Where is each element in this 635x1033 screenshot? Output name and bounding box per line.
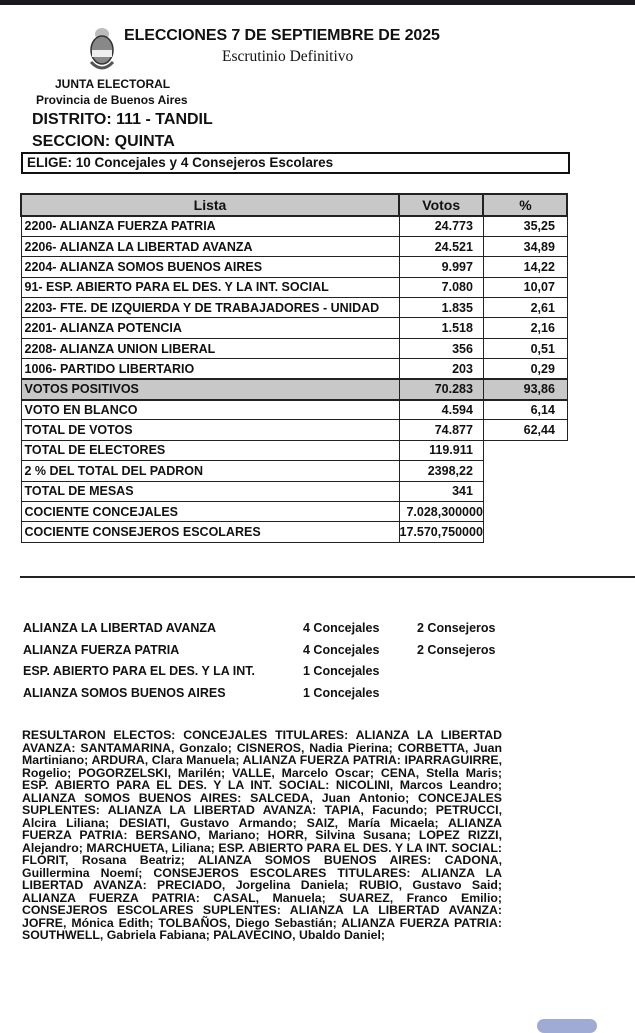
total-de-votos-row <box>21 420 567 440</box>
table-row <box>21 359 567 379</box>
row-label: VOTOS POSITIVOS <box>21 379 399 399</box>
summary-value: 17.570,750000 <box>399 522 483 542</box>
row-label: VOTO EN BLANCO <box>21 400 399 420</box>
votos-cell: 9.997 <box>399 257 483 277</box>
pct-cell: 14,22 <box>483 257 567 277</box>
summary-row <box>21 501 567 521</box>
col-header-pct: % <box>483 194 567 216</box>
elige-box: ELIGE: 10 Concejales y 4 Consejeros Escolares <box>21 152 570 174</box>
concejales-count: 1 Concejales <box>303 664 380 678</box>
table-row <box>21 257 567 277</box>
pct-cell: 0,29 <box>483 359 567 379</box>
consejeros-count: 2 Consejeros <box>417 621 496 635</box>
votos-cell: 7.080 <box>399 277 483 297</box>
summary-label: 2 % DEL TOTAL DEL PADRON <box>21 461 399 481</box>
party-name: ALIANZA FUERZA PATRIA <box>23 642 180 657</box>
pct-cell: 34,89 <box>483 236 567 256</box>
table-row <box>21 318 567 338</box>
table-row <box>21 338 567 358</box>
summary-label: COCIENTE CONSEJEROS ESCOLARES <box>21 522 399 542</box>
party-name: ALIANZA SOMOS BUENOS AIRES <box>23 685 226 700</box>
votos-cell: 1.518 <box>399 318 483 338</box>
concejales-count: 1 Concejales <box>303 685 380 700</box>
votos-cell: 24.521 <box>399 236 483 256</box>
pct-cell: 10,07 <box>483 277 567 297</box>
lista-cell: 91- ESP. ABIERTO PARA EL DES. Y LA INT. SOCIAL <box>21 277 399 297</box>
summary-row <box>21 522 567 542</box>
document-subtitle: Escrutinio Definitivo <box>222 48 354 65</box>
coat-of-arms-icon <box>86 26 118 74</box>
summary-value: 2398,22 <box>399 461 483 481</box>
document-title: ELECCIONES 7 DE SEPTIEMBRE DE 2025 <box>124 27 440 44</box>
lista-cell: 2203- FTE. DE IZQUIERDA Y DE TRABAJADORES - UNIDAD <box>21 298 399 318</box>
table-row <box>21 277 567 297</box>
votos-cell: 74.877 <box>399 420 483 440</box>
results-table <box>20 193 568 543</box>
district-label: DISTRITO: 111 - TANDIL <box>32 111 213 128</box>
voto-en-blanco-row <box>21 400 567 420</box>
consejeros-count: 2 Consejeros <box>417 642 496 657</box>
summary-value: 7.028,300000 <box>399 501 483 521</box>
table-row <box>21 216 567 236</box>
elected-members-paragraph: RESULTARON ELECTOS: CONCEJALES TITULARES: ALIANZA LA LIBERTAD AVANZA: SANTAMARINA, Gonzalo; CISNEROS, Nadia Pierina; CORBETTA, Juan Martiniano; ARDURA, Clara Manuela; ALIANZA FUERZA PATRIA: IPARRAGUIRRE, Rogelio; POGORZELSKI, Marilén; VALLE, Marcelo Oscar; CENA, Stella Maris; ESP. ABIERTO PARA EL DES. Y LA INT. SOCIAL: NICOLINI, Marcos Leandro; ALIANZA SOMOS BUENOS AIRES: SALCEDA, Juan Antonio; CONCEJALES SUPLENTES: ALIANZA LA LIBERTAD AVANZA: TAPIA, Facundo; PETRUCCI, Alcira Liliana; DESIATI, Gustavo Armando; SAIZ, María Micaela; ALIANZA FUERZA PATRIA: BERSANO, Mariano; HORR, Silvina Susana; LOPEZ RIZZI, Alejandro; MARCHUETA, Liliana; ESP. ABIERTO PARA EL DES. Y LA INT. SOCIAL: FLORIT, Rosana Beatriz; ALIANZA SOMOS BUENOS AIRES: CADONA, Guillermina Noemí; CONSEJEROS ESCOLARES TITULARES: ALIANZA LA LIBERTAD AVANZA: PRECIADO, Jorgelina Daniela; RUBIO, Gustavo Said; ALIANZA FUERZA PATRIA: CASAL, Manuela; SUAREZ, Franco Emilio; CONSEJEROS ESCOLARES SUPLENTES: ALIANZA LA LIBERTAD AVANZA: JOFRE, Mónica Edith; TOLBAÑOS, Diego Sebastián; ALIANZA FUERZA PATRIA: SOUTHWELL, Gabriela Fabiana; PALAVECINO, Ubaldo Daniel; <box>22 728 502 942</box>
summary-row <box>21 461 567 481</box>
pct-cell: 6,14 <box>483 400 567 420</box>
summary-label: TOTAL DE ELECTORES <box>21 440 399 460</box>
votos-positivos-row <box>21 379 567 399</box>
table-header-row <box>21 194 567 216</box>
lista-cell: 2204- ALIANZA SOMOS BUENOS AIRES <box>21 257 399 277</box>
section-label: SECCION: QUINTA <box>32 133 175 150</box>
top-status-bar <box>0 0 635 5</box>
summary-row <box>21 481 567 501</box>
summary-row <box>21 440 567 460</box>
pct-cell: 35,25 <box>483 216 567 236</box>
province-name: Provincia de Buenos Aires <box>36 93 188 107</box>
concejales-count: 4 Concejales <box>303 642 380 657</box>
table-row <box>21 236 567 256</box>
party-name: ALIANZA LA LIBERTAD AVANZA <box>23 621 217 635</box>
votos-cell: 1.835 <box>399 298 483 318</box>
pct-cell: 2,16 <box>483 318 567 338</box>
summary-label: COCIENTE CONCEJALES <box>21 501 399 521</box>
summary-value: 119.911 <box>399 440 483 460</box>
col-header-lista: Lista <box>21 194 399 216</box>
votos-cell: 356 <box>399 338 483 358</box>
lista-cell: 2200- ALIANZA FUERZA PATRIA <box>21 216 399 236</box>
row-label: TOTAL DE VOTOS <box>21 420 399 440</box>
pct-cell: 93,86 <box>483 379 567 399</box>
pct-cell: 0,51 <box>483 338 567 358</box>
organization-name: JUNTA ELECTORAL <box>55 77 171 91</box>
lista-cell: 2201- ALIANZA POTENCIA <box>21 318 399 338</box>
divider <box>20 576 635 578</box>
lista-cell: 2206- ALIANZA LA LIBERTAD AVANZA <box>21 236 399 256</box>
summary-label: TOTAL DE MESAS <box>21 481 399 501</box>
votos-cell: 4.594 <box>399 400 483 420</box>
concejales-count: 4 Concejales <box>303 621 380 635</box>
votos-cell: 203 <box>399 359 483 379</box>
party-name: ESP. ABIERTO PARA EL DES. Y LA INT. <box>23 664 256 678</box>
pct-cell: 2,61 <box>483 298 567 318</box>
lista-cell: 1006- PARTIDO LIBERTARIO <box>21 359 399 379</box>
table-row <box>21 298 567 318</box>
votos-cell: 70.283 <box>399 379 483 399</box>
summary-value: 341 <box>399 481 483 501</box>
lista-cell: 2208- ALIANZA UNION LIBERAL <box>21 338 399 358</box>
col-header-votos: Votos <box>399 194 483 216</box>
votos-cell: 24.773 <box>399 216 483 236</box>
pct-cell: 62,44 <box>483 420 567 440</box>
floating-button[interactable] <box>537 1019 597 1033</box>
